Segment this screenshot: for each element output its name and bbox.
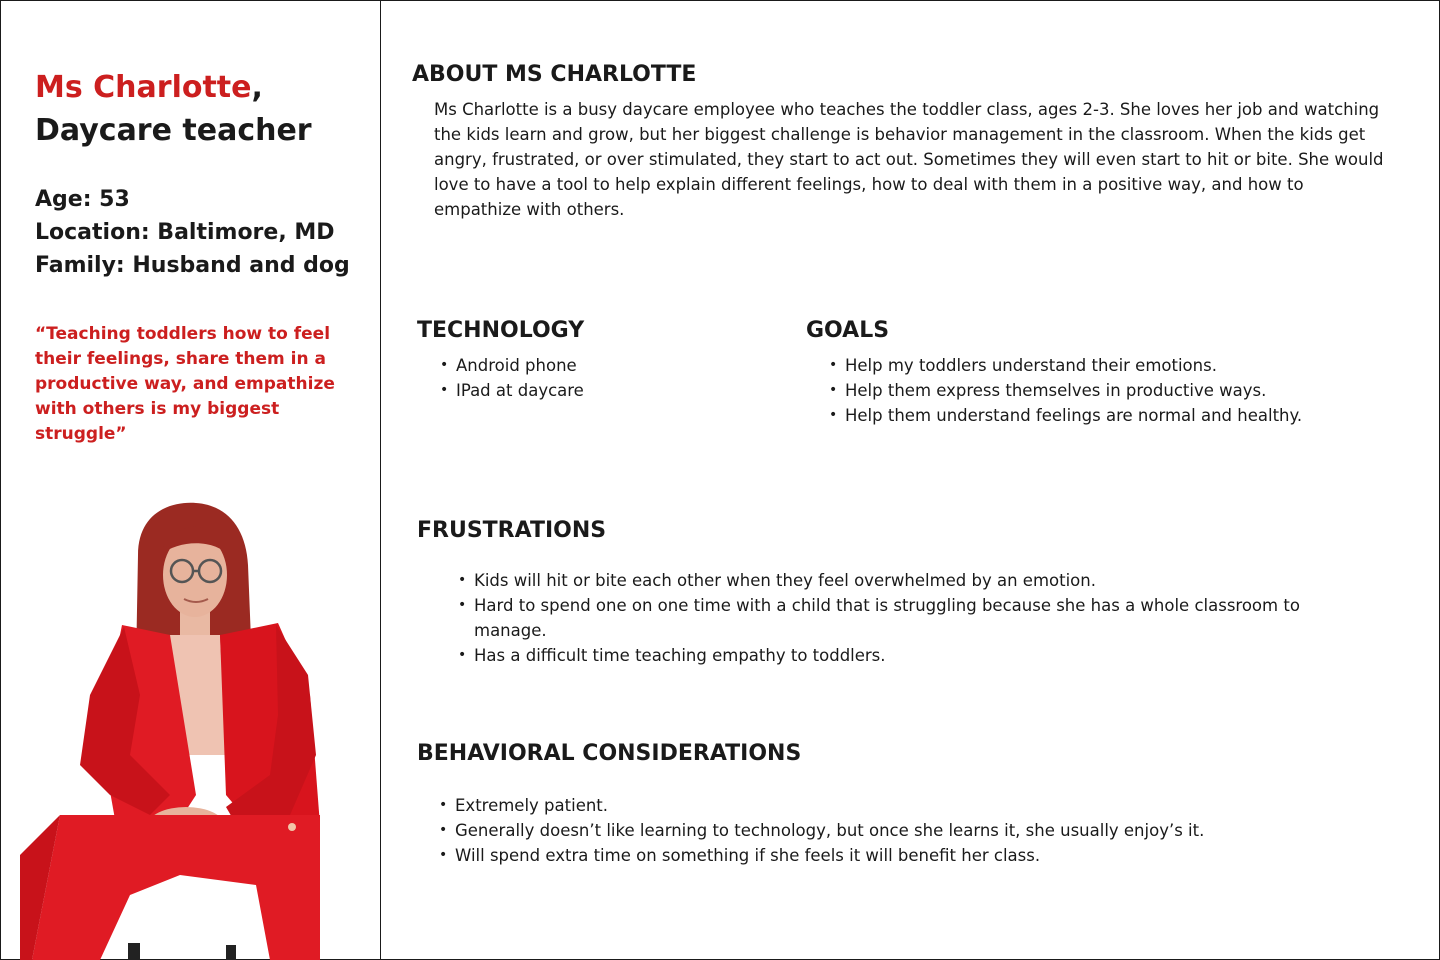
about-heading: ABOUT MS CHARLOTTE: [412, 62, 697, 87]
list-item: • Android phone: [438, 353, 768, 378]
list-item: • Will spend extra time on something if she feels it will benefit her class.: [437, 843, 1397, 868]
persona-facts: [35, 183, 365, 282]
list-item: • Help them express themselves in productive ways.: [827, 378, 1417, 403]
list-item: • Has a difficult time teaching empathy to toddlers.: [456, 643, 1336, 668]
list-item: • Help them understand feelings are normal and healthy.: [827, 403, 1417, 428]
frustrations-list: [456, 568, 1336, 668]
name-comma: ,: [251, 70, 263, 105]
persona-title: [35, 66, 365, 152]
list-item: • Hard to spend one on one time with a child that is struggling because she has a whole classroom to manage.: [456, 593, 1336, 643]
goals-list: [827, 353, 1417, 428]
persona-quote: “Teaching toddlers how to feel their feelings, share them in a productive way, and empathize with others is my biggest struggle”: [35, 324, 335, 444]
persona-family: Family: Husband and dog: [35, 253, 350, 278]
list-item: • Extremely patient.: [437, 793, 1397, 818]
persona-role: Daycare teacher: [35, 113, 312, 148]
persona-location: Location: Baltimore, MD: [35, 220, 335, 245]
persona-name: Ms Charlotte: [35, 70, 252, 105]
about-text: Ms Charlotte is a busy daycare employee who teaches the toddler class, ages 2-3. She loves her job and watching the kids learn and grow, but her biggest challenge is behavior management in the classroom. When the kids get angry, frustrated, or over stimulated, they start to act out. Sometimes they will even start to hit or bite. She would love to have a tool to help explain different feelings, how to deal with them in a positive way, and how to empathize with others.: [434, 100, 1384, 219]
list-item: • Kids will hit or bite each other when they feel overwhelmed by an emotion.: [456, 568, 1336, 593]
frustrations-heading: FRUSTRATIONS: [417, 518, 607, 543]
list-item: • IPad at daycare: [438, 378, 768, 403]
list-item: • Generally doesn’t like learning to technology, but once she learns it, she usually enjoy’s it.: [437, 818, 1397, 843]
column-divider: [380, 0, 381, 960]
technology-heading: TECHNOLOGY: [417, 318, 585, 343]
goals-heading: GOALS: [806, 318, 890, 343]
behavioral-list: [437, 793, 1397, 868]
persona-photo: [20, 495, 340, 960]
behavioral-heading: BEHAVIORAL CONSIDERATIONS: [417, 741, 802, 766]
list-item: • Help my toddlers understand their emotions.: [827, 353, 1417, 378]
persona-age: Age: 53: [35, 187, 130, 212]
technology-list: [438, 353, 768, 403]
